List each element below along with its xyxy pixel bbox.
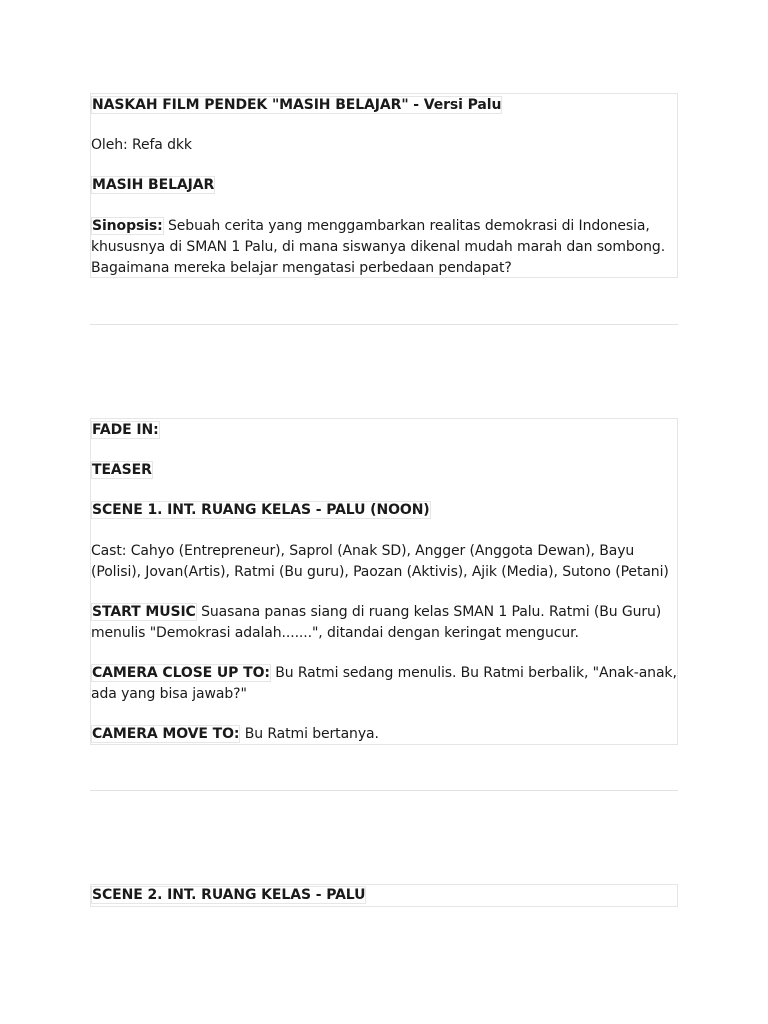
- synopsis-label: Sinopsis:: [92, 218, 163, 234]
- document-title: NASKAH FILM PENDEK "MASIH BELAJAR" - Versi Palu: [92, 97, 502, 113]
- document-title-line: [91, 95, 677, 116]
- start-music-paragraph: [91, 602, 677, 644]
- scene-2-heading: SCENE 2. INT. RUANG KELAS - PALU: [92, 887, 366, 903]
- page-divider: [90, 324, 678, 325]
- camera-move-paragraph: [91, 724, 677, 745]
- fade-in-label: FADE IN:: [92, 422, 159, 438]
- script-header-block: [90, 93, 678, 278]
- start-music-label: START MUSIC: [92, 604, 196, 620]
- camera-close-up-paragraph: [91, 663, 677, 705]
- synopsis-text: Sebuah cerita yang menggambarkan realitas demokrasi di Indonesia, khususnya di SMAN 1 Palu, di mana siswanya dikenal mudah marah dan sombong. Bagaimana mereka belajar mengatasi perbedaan pendapat?: [91, 218, 666, 276]
- film-title-line: [91, 175, 677, 196]
- author-line: Oleh: Refa dkk: [91, 137, 192, 153]
- camera-move-text: Bu Ratmi bertanya.: [240, 726, 379, 742]
- start-music-text: Suasana panas siang di ruang kelas SMAN 1 Palu. Ratmi (Bu Guru) menulis "Demokrasi adalah.......", ditandai dengan keringat mengucur.: [91, 604, 662, 641]
- synopsis-paragraph: [91, 216, 677, 279]
- scene-1-block: [90, 418, 678, 745]
- cast-paragraph: Cast: Cahyo (Entrepreneur), Saprol (Anak SD), Angger (Anggota Dewan), Bayu (Polisi), Jovan(Artis), Ratmi (Bu guru), Paozan (Aktivis), Ajik (Media), Sutono (Petani): [91, 543, 669, 580]
- scene-1-heading: SCENE 1. INT. RUANG KELAS - PALU (NOON): [92, 502, 430, 518]
- scene-1-heading-line: [91, 500, 677, 521]
- scene-2-block: [90, 884, 678, 907]
- page-divider: [90, 790, 678, 791]
- teaser-label: TEASER: [92, 462, 152, 478]
- scene-2-heading-line: [91, 885, 677, 906]
- film-title: MASIH BELAJAR: [92, 177, 215, 193]
- fade-in-line: [91, 420, 677, 441]
- camera-close-up-label: CAMERA CLOSE UP TO:: [92, 665, 270, 681]
- camera-close-up-text: Bu Ratmi sedang menulis. Bu Ratmi berbalik, "Anak-anak, ada yang bisa jawab?": [91, 665, 677, 702]
- camera-move-label: CAMERA MOVE TO:: [92, 726, 240, 742]
- teaser-line: [91, 460, 677, 481]
